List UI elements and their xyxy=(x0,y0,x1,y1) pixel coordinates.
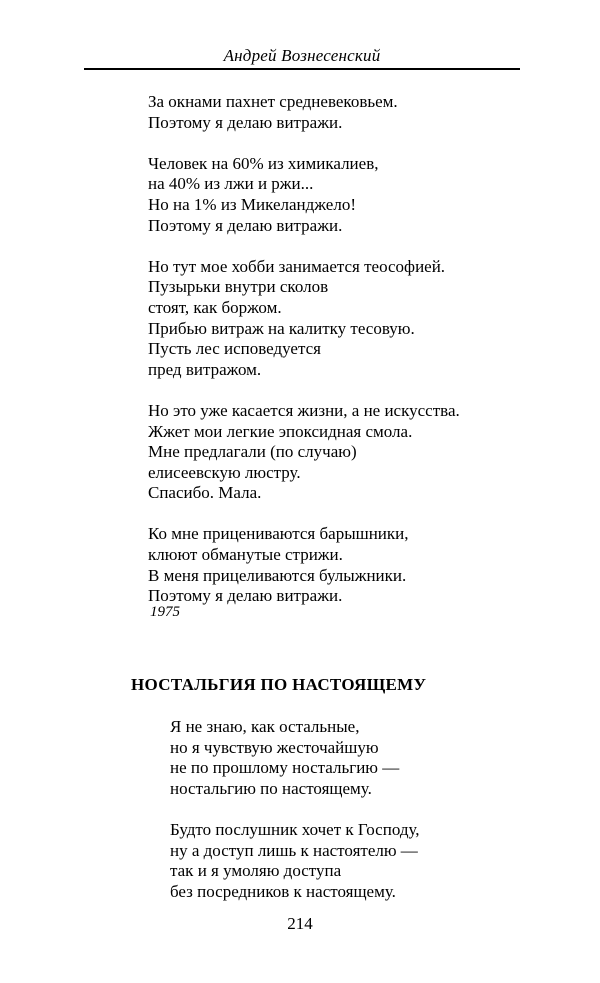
stanza-5 xyxy=(148,524,548,606)
stanza-1 xyxy=(170,717,570,799)
poem-line: Поэтому я делаю витражи. xyxy=(148,586,343,606)
poem-line: Ко мне прицениваются барышники, xyxy=(148,524,409,544)
poem-line: не по прошлому ностальгию — xyxy=(170,758,400,778)
poem-line: но я чувствую жесточайшую xyxy=(170,737,379,757)
poem-line: ностальгию по настоящему. xyxy=(170,778,372,798)
poem-line: Но это уже касается жизни, а не искусства. xyxy=(148,400,460,420)
poem-line: Жжет мои легкие эпоксидная смола. xyxy=(148,421,413,441)
poem-line: Будто послушник хочет к Господу, xyxy=(170,819,420,839)
poem-nostalgia xyxy=(170,717,570,923)
poem-line: Поэтому я делаю витражи. xyxy=(148,215,343,235)
poem-line: Пусть лес исповедуется xyxy=(148,339,321,359)
poem-date: 1975 xyxy=(150,604,180,620)
stanza-4 xyxy=(148,401,548,504)
running-head-author: Андрей Вознесенский xyxy=(223,46,381,65)
poem-line: Человек на 60% из химикалиев, xyxy=(148,153,379,173)
page-number: 214 xyxy=(287,914,313,933)
stanza-1 xyxy=(148,92,548,133)
poem-line: Пузырьки внутри сколов xyxy=(148,277,329,297)
poem-line: так и я умоляю доступа xyxy=(170,861,342,881)
header-rule xyxy=(84,68,520,70)
stanza-3 xyxy=(148,257,548,381)
poem-line: пред витражом. xyxy=(148,359,262,379)
poem-stained-glass xyxy=(148,92,548,627)
poem-line: ну а доступ лишь к настоятелю — xyxy=(170,840,418,860)
poem-line: Но тут мое хобби занимается теософией. xyxy=(148,256,446,276)
poem-line: За окнами пахнет средневековьем. xyxy=(148,92,398,111)
poem-line: Но на 1% из Микеланджело! xyxy=(148,194,356,214)
poem-line: Поэтому я делаю витражи. xyxy=(148,112,343,132)
poem-line: В меня прицеливаются булыжники. xyxy=(148,565,407,585)
poem-line: стоят, как боржом. xyxy=(148,297,282,317)
stanza-2 xyxy=(170,820,570,902)
poem-line: Я не знаю, как остальные, xyxy=(170,717,360,736)
poem-line: клюют обманутые стрижи. xyxy=(148,545,343,565)
poem-line: без посредников к настоящему. xyxy=(170,881,396,901)
poem-line: на 40% из лжи и ржи... xyxy=(148,174,314,194)
poem-line: елисеевскую люстру. xyxy=(148,462,301,482)
poem-line: Спасибо. Мала. xyxy=(148,483,262,503)
poem-line: Прибью витраж на калитку тесовую. xyxy=(148,318,415,338)
poem-title: НОСТАЛЬГИЯ ПО НАСТОЯЩЕМУ xyxy=(131,675,427,694)
poem-line: Мне предлагали (по случаю) xyxy=(148,442,357,462)
stanza-2 xyxy=(148,154,548,236)
